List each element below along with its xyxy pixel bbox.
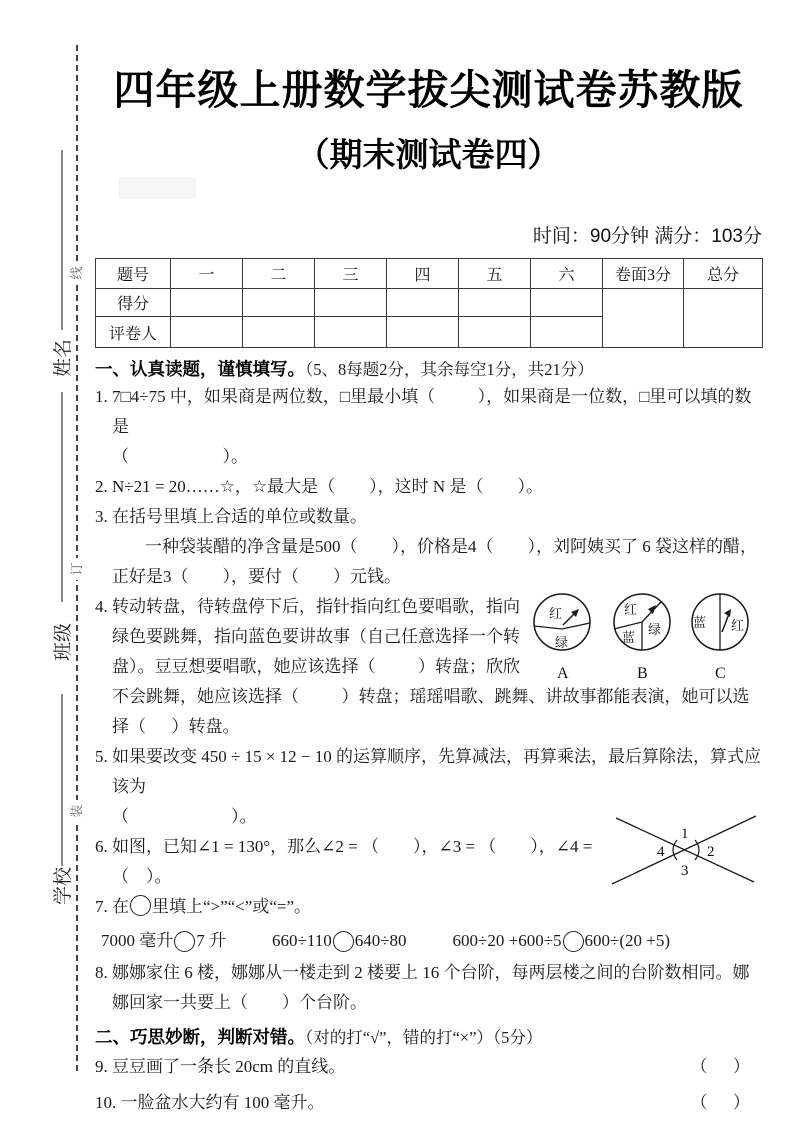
angle-label-2: 2 [707, 844, 715, 860]
question-10-text: 10. 一脸盆水大约有 100 毫升。 [95, 1093, 325, 1112]
score-empty-cell [243, 289, 315, 317]
spinner-a-sector-red: 红 [549, 606, 563, 621]
question-8: 8. 娜娜家住 6 楼，娜娜从一楼走到 2 楼要上 16 个台阶，每两层楼之间的台阶数相同。娜娜回家一共要上（ ）个台阶。 [95, 963, 750, 1012]
spinner-a-divider [534, 623, 590, 629]
score-header-cell: 卷面3分 [603, 259, 684, 289]
question-2: 2. N÷21 = 20……☆，☆最大是（ ），这时 N 是（ ）。 [95, 477, 543, 496]
question-1-blank-line: （ ）。 [112, 447, 248, 466]
score-empty-cell [459, 289, 531, 317]
score-empty-cell [171, 289, 243, 317]
score-header-cell: 五 [459, 259, 531, 289]
question-3: 3. 在括号里填上合适的单位或数量。 [95, 507, 367, 526]
spinner-figure [530, 592, 762, 680]
score-header-cell: 六 [531, 259, 603, 289]
score-empty-cell [684, 289, 763, 348]
school-blank-line [61, 694, 63, 866]
score-empty-cell [459, 317, 531, 348]
question-7-lead2: 里填上“>”“<”或“=”。 [152, 897, 312, 916]
spinner-b-label: B [637, 665, 648, 680]
question-4-block [95, 592, 762, 742]
angle-label-3: 3 [681, 863, 689, 879]
question-7-comparisons [95, 924, 762, 958]
grader-row-label: 评卷人 [96, 317, 171, 348]
score-empty-cell [387, 317, 459, 348]
spinner-a-label: A [557, 665, 569, 680]
compare-circle-blank [130, 895, 151, 916]
comparison-left: 7000 毫升 [101, 931, 174, 950]
section-2-heading [95, 1025, 762, 1050]
name-blank-line [61, 150, 63, 330]
spinner-c-pointer [722, 614, 729, 632]
score-header-cell: 三 [315, 259, 387, 289]
spinner-b-sector-red: 红 [624, 602, 638, 617]
compare-circle-blank [563, 931, 584, 952]
page-subtitle: （期末测试卷四） [296, 136, 561, 173]
comparison-left: 660÷110 [272, 931, 332, 950]
spinner-c-sector-red: 红 [731, 618, 745, 633]
spinner-b-sector-green: 绿 [648, 622, 662, 637]
question-4: 4. 转动转盘，待转盘停下后，指针指向红色要唱歌，指向绿色要跳舞，指向蓝色要讲故事（自己任意选择一个转盘）。豆豆想要唱歌，她应该选择（ ）转盘；欣欣不会跳舞，她应该选择（ ）转盘；瑶瑶唱歌、跳舞、讲故事都能表演，她可以选择（ ）转盘。 [95, 597, 750, 736]
section-1-note: （5、8每题2分，其余每空1分，共21分） [305, 360, 594, 379]
section-1-title: 一、认真读题，谨慎填写。 [95, 359, 305, 379]
comparison-item [272, 924, 407, 958]
exam-content [95, 62, 762, 1118]
score-empty-cell [315, 289, 387, 317]
binding-char-zhuang: 装 [66, 800, 88, 822]
question-5-blank-line: （ ）。 [112, 807, 257, 826]
comparison-item [101, 924, 226, 958]
compare-circle-blank [174, 931, 195, 952]
spinner-c-sector-blue: 蓝 [693, 615, 707, 630]
section-1-heading [95, 357, 762, 382]
question-9-text: 9. 豆豆画了一条长 20cm 的直线。 [95, 1057, 346, 1076]
question-6: 6. 如图，已知∠1 = 130°，那么∠2 = （ ），∠3 = （ ），∠4 = （ ）。 [95, 837, 597, 886]
comparison-left: 600÷20 +600÷5 [452, 931, 562, 950]
question-7-lead: 7. 在 [95, 897, 129, 916]
question-6-block [95, 826, 762, 892]
score-table [95, 258, 763, 348]
question-1: 1. 7□4÷75 中，如果商是两位数，□里最小填（ ），如果商是一位数，□里可以填的数是 [95, 387, 752, 436]
angles-svg [608, 812, 760, 894]
question-9 [95, 1052, 762, 1082]
school-label: 学校 [53, 867, 74, 906]
comparison-right: 7 升 [196, 931, 226, 950]
question-10 [95, 1088, 762, 1118]
angle-figure [608, 812, 760, 894]
question-3-detail: 一种袋装醋的净含量是500（ ），价格是4（ ），刘阿姨买了 6 袋这样的醋，正好是3（ ），要付（ ）元钱。 [112, 537, 757, 586]
score-empty-cell [387, 289, 459, 317]
binding-char-xian: 线 [66, 262, 88, 284]
score-empty-cell [315, 317, 387, 348]
score-row-label: 得分 [96, 289, 171, 317]
question-9-answer-blank: （ ） [690, 1057, 750, 1076]
spinner-b-sector-blue: 蓝 [622, 630, 636, 645]
comparison-right: 600÷(20 +5) [584, 931, 671, 950]
spinner-b-divider-west [614, 622, 642, 629]
class-label: 班级 [53, 623, 74, 662]
score-header-cell: 二 [243, 259, 315, 289]
page-title: 四年级上册数学拔尖测试卷苏教版 [113, 67, 744, 113]
angle-label-4: 4 [657, 844, 665, 860]
time-score-info: 时间：90分钟 满分：103分 [532, 226, 762, 247]
name-label: 姓名 [53, 339, 74, 378]
angle-label-1: 1 [681, 826, 689, 842]
section-2-title: 二、巧思妙断，判断对错。 [95, 1027, 305, 1047]
score-empty-cell [603, 289, 684, 348]
spinner-a-sector-green: 绿 [555, 635, 569, 650]
spinners-svg [530, 592, 762, 680]
score-empty-cell [531, 289, 603, 317]
score-empty-cell [171, 317, 243, 348]
spinner-b-pointer-head [648, 605, 656, 614]
question-5: 5. 如果要改变 450 ÷ 15 × 12 − 10 的运算顺序，先算减法，再算乘法，最后算除法，算式应该为 [95, 747, 762, 796]
compare-circle-blank [333, 931, 354, 952]
spinner-a-pointer [563, 613, 575, 625]
question-10-answer-blank: （ ） [690, 1093, 750, 1112]
score-empty-cell [243, 317, 315, 348]
score-header-cell: 一 [171, 259, 243, 289]
comparison-item [453, 924, 671, 958]
binding-char-ding: 订 [66, 558, 88, 580]
spinner-c-label: C [715, 665, 726, 680]
score-header-cell: 四 [387, 259, 459, 289]
angle-arc-left [673, 840, 677, 860]
section-2-note: （对的打“√”，错的打“×”）（5分） [305, 1028, 543, 1047]
score-empty-cell [531, 317, 603, 348]
comparison-right: 640÷80 [354, 931, 407, 950]
question-7 [95, 892, 762, 922]
class-blank-line [61, 392, 63, 602]
score-header-cell: 题号 [96, 259, 171, 289]
score-header-cell: 总分 [684, 259, 763, 289]
